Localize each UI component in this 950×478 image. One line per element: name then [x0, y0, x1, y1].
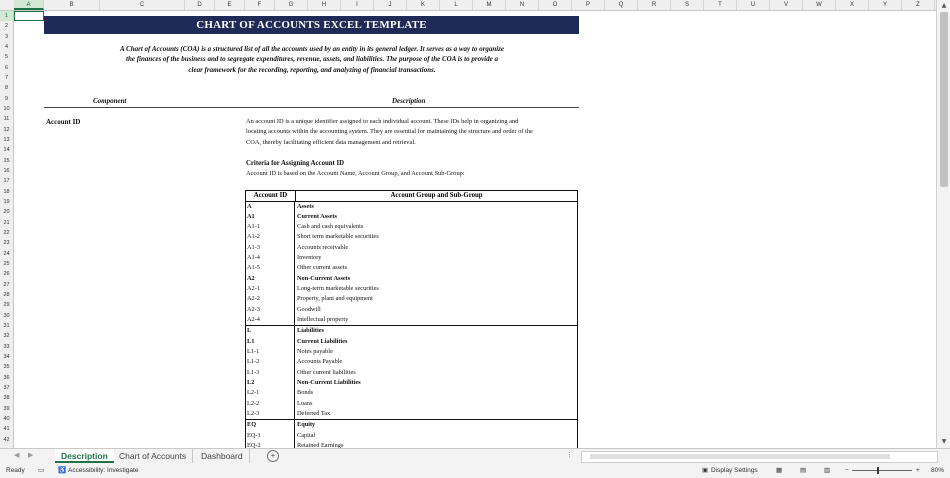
table-row: [246, 212, 577, 222]
account-group-cell: Capital: [297, 431, 316, 439]
column-header[interactable]: B: [44, 0, 100, 10]
criteria-text: Account ID is based on the Account Name, Account Group, and Account Sub-Group:: [246, 170, 465, 177]
row-header[interactable]: 26: [3, 271, 10, 278]
row-header[interactable]: 4: [4, 43, 9, 50]
column-header[interactable]: L: [440, 0, 473, 10]
account-group-cell: Inventory: [297, 254, 322, 262]
row-header[interactable]: 30: [3, 312, 10, 319]
account-id-cell: EQ-2: [246, 441, 295, 448]
account-id-cell: EQ-1: [246, 431, 295, 441]
column-header[interactable]: I: [341, 0, 374, 10]
row-header[interactable]: 37: [3, 384, 10, 391]
tab-prev-icon[interactable]: ◀: [14, 452, 20, 459]
account-group-cell: Non-Current Liabilities: [297, 379, 361, 387]
vertical-scrollbar[interactable]: [936, 0, 950, 448]
add-sheet-icon[interactable]: +: [267, 450, 279, 462]
row-header[interactable]: 38: [3, 395, 10, 402]
account-group-cell: Current Assets: [297, 212, 337, 220]
table-row: [246, 202, 577, 212]
status-ready: Ready: [6, 467, 25, 474]
account-group-cell: Current Liabilities: [297, 337, 348, 345]
sheet-grid[interactable]: [14, 11, 936, 448]
zoom-slider[interactable]: [852, 470, 912, 471]
account-group-cell: Assets: [297, 202, 314, 210]
table-row: [246, 399, 577, 409]
status-bar: [0, 463, 950, 478]
account-id-cell: L2-3: [246, 409, 295, 419]
account-id-cell: A1-2: [246, 232, 295, 242]
account-group-cell: Accounts Payable: [297, 358, 343, 366]
row-header[interactable]: 22: [3, 229, 10, 236]
column-header[interactable]: N: [506, 0, 539, 10]
row-header[interactable]: 31: [3, 322, 10, 329]
row-header[interactable]: 29: [3, 302, 10, 309]
column-header[interactable]: D: [185, 0, 215, 10]
account-id-cell: A1-4: [246, 253, 295, 263]
row-header[interactable]: 42: [3, 436, 10, 443]
row-header[interactable]: 36: [3, 374, 10, 381]
description-line: locating accounts within the accounting system. They are essential for maintaining the structure and order of the: [246, 128, 533, 136]
column-header[interactable]: U: [737, 0, 770, 10]
column-header[interactable]: H: [308, 0, 341, 10]
accessibility-icon[interactable]: ♿: [58, 467, 67, 474]
column-header[interactable]: K: [407, 0, 440, 10]
account-id-label: Account ID: [46, 118, 81, 126]
account-group-cell: Bonds: [297, 389, 314, 397]
page-break-view-icon[interactable]: ▥: [824, 467, 831, 474]
account-id-cell: A2-4: [246, 315, 295, 325]
row-header[interactable]: 5: [4, 54, 9, 61]
row-header[interactable]: 34: [3, 353, 10, 360]
table-row: [246, 431, 577, 441]
row-header[interactable]: 23: [3, 240, 10, 247]
row-header[interactable]: 8: [4, 85, 9, 92]
account-id-cell: L1: [246, 337, 295, 347]
account-id-cell: A1-5: [246, 263, 295, 273]
table-row: [246, 305, 577, 315]
table-row: [246, 441, 577, 448]
row-header[interactable]: 18: [3, 188, 10, 195]
row-header[interactable]: 6: [4, 64, 9, 71]
description-line: COA, thereby facilitating efficient data management and retrieval.: [246, 138, 416, 146]
table-row: [246, 315, 577, 325]
table-body: [246, 202, 577, 449]
row-header[interactable]: 20: [3, 209, 10, 216]
account-group-cell: Liabilities: [297, 327, 324, 335]
column-header[interactable]: Q: [605, 0, 638, 10]
tab-dashboard[interactable]: Dashboard: [195, 449, 250, 463]
account-group-cell: Equity: [297, 421, 316, 429]
row-header[interactable]: 3: [4, 33, 9, 40]
column-header[interactable]: G: [275, 0, 308, 10]
row-header[interactable]: 12: [3, 126, 10, 133]
account-id-cell: A: [246, 202, 295, 212]
table-row: [246, 284, 577, 294]
display-settings-button[interactable]: Display Settings: [711, 467, 758, 474]
account-group-cell: Non-Current Assets: [297, 274, 351, 282]
account-id-cell: A2-1: [246, 284, 295, 294]
normal-view-icon[interactable]: ▦: [776, 467, 783, 474]
row-header[interactable]: 1: [0, 11, 13, 21]
criteria-title: Criteria for Assigning Account ID: [246, 159, 345, 167]
zoom-slider-thumb[interactable]: [877, 467, 879, 474]
row-header[interactable]: 32: [3, 333, 10, 340]
column-header[interactable]: Z: [902, 0, 935, 10]
row-header[interactable]: 17: [3, 178, 10, 185]
column-header[interactable]: S: [671, 0, 704, 10]
column-header[interactable]: M: [473, 0, 506, 10]
account-group-cell: Loans: [297, 399, 313, 407]
selected-cell[interactable]: [14, 11, 44, 21]
column-header[interactable]: Y: [869, 0, 902, 10]
scroll-down-icon[interactable]: ▼: [941, 438, 947, 445]
account-group-cell: Cash and cash equivalents: [297, 223, 364, 231]
zoom-out-icon[interactable]: −: [845, 467, 849, 474]
account-id-cell: A2-2: [246, 294, 295, 304]
account-group-cell: Deferred Tax: [297, 410, 331, 418]
scroll-up-icon[interactable]: ▲: [941, 2, 947, 9]
account-id-description: [246, 117, 581, 148]
table-row: [246, 232, 577, 242]
header-divider: [44, 107, 579, 108]
account-group-cell: Retained Earnings: [297, 442, 344, 448]
component-header: Component: [93, 97, 127, 105]
row-header[interactable]: 13: [3, 136, 10, 143]
tab-chart-of-accounts[interactable]: Chart of Accounts: [113, 449, 193, 463]
table-row: [246, 378, 577, 388]
account-id-cell: L2-2: [246, 399, 295, 409]
description-header: Description: [392, 97, 426, 105]
row-header-bar: [0, 11, 14, 448]
page-layout-view-icon[interactable]: ▤: [800, 467, 807, 474]
accessibility-status[interactable]: Accessibility: Investigate: [68, 467, 139, 474]
description-line: An account ID is a unique identifier assigned to each individual account. These IDs help in organizing and: [246, 118, 519, 125]
table-row: [246, 409, 577, 419]
table-row: [246, 222, 577, 232]
column-header[interactable]: X: [836, 0, 869, 10]
table-header-group: Account Group and Sub-Group: [390, 191, 483, 199]
horizontal-scrollbar[interactable]: [581, 451, 938, 463]
row-header[interactable]: 39: [3, 405, 10, 412]
tab-next-icon[interactable]: ▶: [28, 452, 34, 459]
zoom-level[interactable]: 80%: [931, 467, 945, 474]
column-header[interactable]: J: [374, 0, 407, 10]
table-row: [246, 294, 577, 304]
row-header[interactable]: 7: [4, 74, 9, 81]
row-header[interactable]: 21: [3, 219, 10, 226]
account-id-cell: EQ: [246, 420, 295, 430]
account-group-cell: Notes payable: [297, 348, 333, 356]
tab-split-handle-icon[interactable]: ⋮: [566, 452, 573, 459]
column-header[interactable]: A: [14, 0, 44, 10]
table-row: [246, 337, 577, 347]
row-header[interactable]: 33: [3, 343, 10, 350]
row-header[interactable]: 19: [3, 198, 10, 205]
row-header[interactable]: 27: [3, 281, 10, 288]
row-header[interactable]: 2: [4, 23, 9, 30]
row-header[interactable]: 16: [3, 167, 10, 174]
table-row: [246, 263, 577, 273]
table-row: [246, 368, 577, 378]
account-id-cell: L2: [246, 378, 295, 388]
column-header[interactable]: V: [770, 0, 803, 10]
macro-record-icon[interactable]: ▭: [38, 467, 45, 474]
table-row: [246, 253, 577, 263]
row-header[interactable]: 35: [3, 364, 10, 371]
row-header[interactable]: 10: [3, 105, 10, 112]
intro-line: the finances of the business and to segregate expenditures, revenue, assets, and liabilities. The purpose of the COA is to provide a: [126, 55, 498, 64]
account-id-cell: A1: [246, 212, 295, 222]
account-group-cell: Long-term marketable securities: [297, 285, 379, 293]
display-settings-icon[interactable]: ▣: [702, 467, 709, 474]
account-id-cell: A2: [246, 274, 295, 284]
column-header[interactable]: O: [539, 0, 572, 10]
account-group-cell: Short term marketable securities: [297, 233, 379, 241]
row-header[interactable]: 11: [3, 116, 10, 123]
account-group-cell: Other current assets: [297, 264, 348, 272]
row-header[interactable]: 14: [3, 147, 10, 154]
table-row: [246, 347, 577, 357]
account-id-cell: A1-1: [246, 222, 295, 232]
account-id-cell: L1-1: [246, 347, 295, 357]
row-header[interactable]: 28: [3, 291, 10, 298]
account-id-table: [245, 190, 578, 449]
table-row: [246, 274, 577, 284]
zoom-in-icon[interactable]: +: [916, 467, 920, 474]
column-header-bar: [0, 0, 936, 11]
account-id-cell: A2-3: [246, 305, 295, 315]
table-row: [246, 243, 577, 253]
account-id-cell: L1-3: [246, 368, 295, 378]
account-group-cell: Other current liabilities: [297, 368, 356, 376]
intro-line: A Chart of Accounts (COA) is a structured list of all the accounts used by an entity in its general ledger. It serves as a way to organize: [120, 45, 504, 53]
column-header[interactable]: T: [704, 0, 737, 10]
account-group-cell: Property, plant and equipment: [297, 295, 373, 303]
column-header[interactable]: F: [245, 0, 275, 10]
account-id-cell: L1-2: [246, 357, 295, 367]
column-header[interactable]: C: [100, 0, 185, 10]
row-header[interactable]: 40: [3, 415, 10, 422]
account-group-cell: Intellectual property: [297, 316, 349, 324]
vertical-scroll-thumb[interactable]: [940, 12, 948, 187]
column-header[interactable]: P: [572, 0, 605, 10]
intro-line: clear framework for the recording, reporting, and analyzing of financial transactions.: [188, 65, 436, 74]
row-header[interactable]: 15: [3, 157, 10, 164]
table-header-row: [246, 191, 577, 202]
account-id-cell: L: [246, 326, 295, 336]
column-header[interactable]: E: [215, 0, 245, 10]
account-id-cell: A1-3: [246, 243, 295, 253]
table-row: [246, 357, 577, 367]
row-header[interactable]: 24: [3, 250, 10, 257]
table-row: [246, 419, 577, 430]
sheet-tab-bar: [0, 448, 950, 464]
horizontal-scroll-thumb[interactable]: [590, 454, 890, 459]
sheet-title-banner: CHART OF ACCOUNTS EXCEL TEMPLATE: [44, 16, 579, 34]
table-row: [246, 325, 577, 336]
account-group-cell: Goodwill: [297, 305, 321, 313]
row-header[interactable]: 9: [4, 95, 9, 102]
account-id-cell: L2-1: [246, 388, 295, 398]
column-header[interactable]: W: [803, 0, 836, 10]
row-header[interactable]: 25: [3, 260, 10, 267]
column-header[interactable]: R: [638, 0, 671, 10]
table-header-account-id: Account ID: [246, 191, 296, 201]
row-header[interactable]: 41: [3, 426, 10, 433]
intro-paragraph: [74, 44, 550, 75]
account-group-cell: Accounts receivable: [297, 243, 349, 251]
table-row: [246, 388, 577, 398]
tab-description[interactable]: Description: [55, 449, 114, 463]
